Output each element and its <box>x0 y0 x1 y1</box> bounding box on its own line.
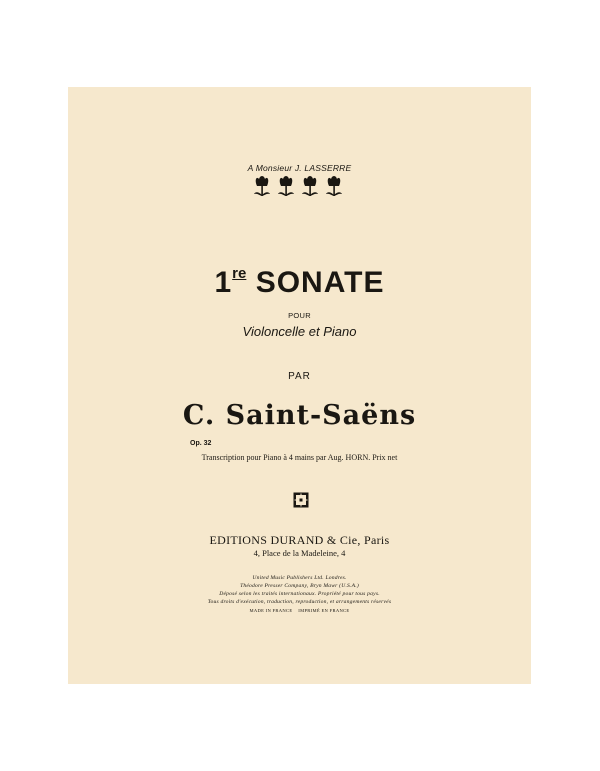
tulip-ornament-icon <box>251 175 351 201</box>
made-in-france-line: MADE IN FRANCE IMPRIMÉ EN FRANCE <box>249 608 350 613</box>
publisher-address: 4, Place de la Madeleine, 4 <box>253 548 346 558</box>
fine-print-line: Théodore Presser Company, Bryn Mawr (U.S.A.) <box>240 583 359 589</box>
fine-print-line: United Music Publishers Ltd. Londres. <box>252 575 347 581</box>
title-number: 1 <box>214 266 233 299</box>
fine-print-line: Tous droits d'exécution, traduction, reproduction, et arrangements réservés <box>207 599 392 605</box>
title-word: SONATE <box>255 266 385 299</box>
pour-label: POUR <box>288 311 311 320</box>
score-cover <box>68 87 531 684</box>
transcription-line: Transcription pour Piano à 4 mains par Aug. HORN. Prix net <box>201 453 398 462</box>
instrumentation: Violoncelle et Piano <box>242 324 357 339</box>
composer-name: C. Saint-Saëns <box>182 400 417 431</box>
title-superscript: re <box>232 265 247 282</box>
opus-number: Op. 32 <box>190 440 212 447</box>
publisher-emblem-icon <box>293 492 309 508</box>
work-title <box>68 265 531 300</box>
dedication: A Monsieur J. LASSERRE <box>247 163 352 173</box>
fine-print-line: Déposé selon les traités internationaux. Propriété pour tous pays. <box>219 591 380 597</box>
publisher-name: EDITIONS DURAND & Cie, Paris <box>209 533 390 547</box>
par-label: PAR <box>288 371 311 382</box>
